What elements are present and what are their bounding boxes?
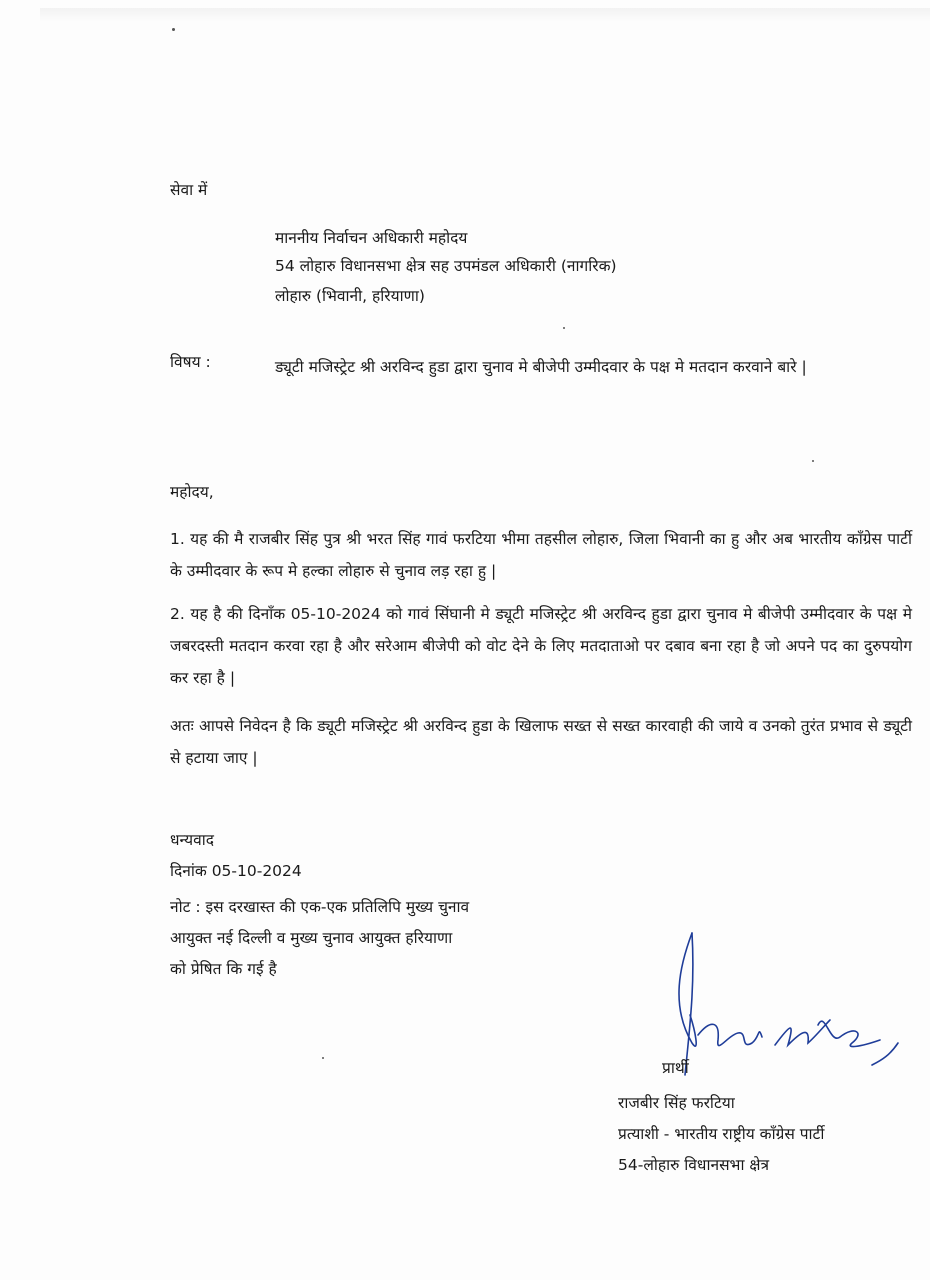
addressee-line-1: माननीय निर्वाचन अधिकारी महोदय bbox=[275, 229, 468, 247]
scan-speck bbox=[172, 28, 175, 31]
note: नोट : इस दरखास्त की एक-एक प्रतिलिपि मुख्य चुनाव आयुक्त नई दिल्ली व मुख्य चुनाव आयुक्त हरियाणा को प्रेषित कि गई है bbox=[170, 898, 470, 978]
scan-speck bbox=[322, 1057, 324, 1059]
signer-constituency: 54-लोहारु विधानसभा क्षेत्र bbox=[618, 1156, 770, 1174]
scan-speck bbox=[812, 460, 814, 462]
signer-name: राजबीर सिंह फरटिया bbox=[618, 1094, 735, 1112]
thanks: धन्यवाद bbox=[170, 831, 214, 849]
addressee-line-3: लोहारु (भिवानी, हरियाणा) bbox=[275, 287, 425, 305]
greeting: महोदय, bbox=[170, 483, 214, 501]
subject-label: विषय : bbox=[170, 353, 211, 371]
date-line: दिनांक 05-10-2024 bbox=[170, 862, 302, 880]
paragraph-request: अतः आपसे निवेदन है कि ड्यूटी मजिस्ट्रेट श्री अरविन्द हुडा के खिलाफ सख्त से सख्त कारवाही की जाये व उनको तुरंत प्रभाव से ड्यूटी से हटाया जाए | bbox=[170, 717, 912, 767]
paragraph-1: 1. यह की मै राजबीर सिंह पुत्र श्री भरत सिंह गावं फरटिया भीमा तहसील लोहारु, जिला भिवानी का हु और अब भारतीय काँग्रेस पार्टी के उम्मीदवार के रूप मे हल्का लोहारु से चुनाव लड़ रहा हु | bbox=[170, 530, 912, 580]
subject-text: ड्यूटी मजिस्ट्रेट श्री अरविन्द हुडा द्वारा चुनाव मे बीजेपी उम्मीदवार के पक्ष मे मतदान करवाने बारे | bbox=[275, 358, 807, 376]
addressee-line-2: 54 लोहारु विधानसभा क्षेत्र सह उपमंडल अधिकारी (नागरिक) bbox=[275, 257, 617, 275]
signature-label: प्रार्थी bbox=[662, 1059, 689, 1077]
signer-role: प्रत्याशी - भारतीय राष्ट्रीय काँग्रेस पार्टी bbox=[618, 1125, 825, 1143]
scan-top-edge bbox=[40, 8, 930, 22]
salutation: सेवा में bbox=[170, 181, 208, 199]
paragraph-2: 2. यह है की दिनाँक 05-10-2024 को गावं सिंघानी मे ड्यूटी मजिस्ट्रेट श्री अरविन्द हुडा द्वारा चुनाव मे बीजेपी उम्मीदवार के पक्ष मे जबरदस्ती मतदान करवा रहा है और सरेआम बीजेपी को वोट देने के लिए मतदाताओ पर दबाव बना रहा है जो अपने पद का दुरुपयोग कर रहा है | bbox=[170, 605, 912, 687]
scan-speck bbox=[563, 327, 565, 329]
